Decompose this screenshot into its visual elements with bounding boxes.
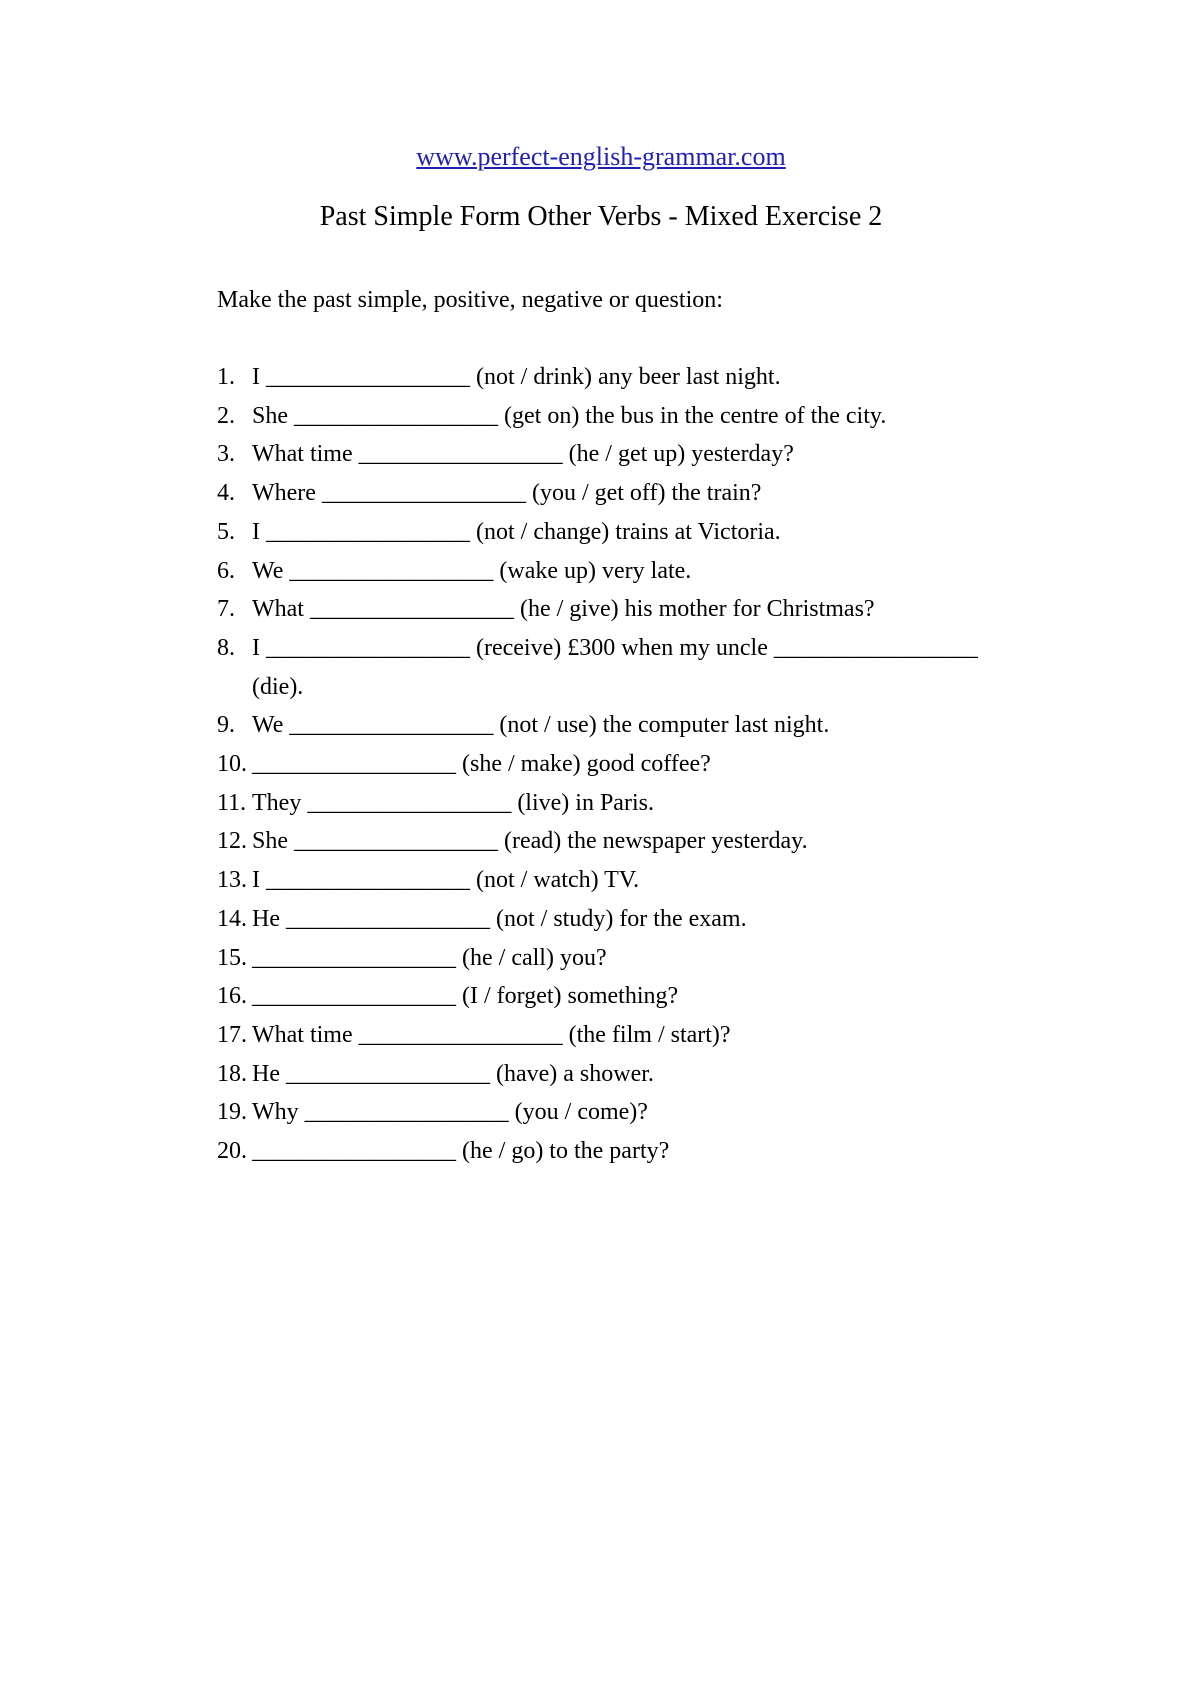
item-line: What time _________________ (he / get up) yesterday? <box>252 441 794 468</box>
item-text <box>252 900 985 939</box>
item-number: 3. <box>217 441 235 468</box>
item-line: I _________________ (not / drink) any beer last night. <box>252 364 781 390</box>
exercise-item <box>217 513 985 552</box>
exercise-item <box>217 745 985 784</box>
item-text <box>252 513 985 552</box>
item-number: 1. <box>217 364 235 390</box>
item-line: _________________ (she / make) good coffee? <box>252 751 711 778</box>
item-text <box>252 784 985 823</box>
item-text <box>252 706 985 745</box>
exercise-item <box>217 397 985 436</box>
item-number: 10. <box>217 751 247 778</box>
item-number: 8. <box>217 634 235 661</box>
item-number: 18. <box>217 1060 247 1087</box>
item-line: We _________________ (wake up) very late. <box>252 557 692 584</box>
item-line: I _________________ (not / change) trains at Victoria. <box>252 518 781 545</box>
exercise-item <box>217 1132 985 1171</box>
item-line: I _________________ (receive) £300 when my uncle _________________ <box>252 634 978 661</box>
exercise-item <box>217 822 985 861</box>
exercise-item <box>217 900 985 939</box>
item-number: 2. <box>217 402 235 429</box>
item-line: She _________________ (get on) the bus in the centre of the city. <box>252 402 887 429</box>
exercise-item <box>217 939 985 978</box>
item-number: 11. <box>217 789 247 816</box>
item-number: 6. <box>217 557 235 584</box>
item-number: 15. <box>217 944 247 971</box>
item-text <box>252 939 985 978</box>
item-line: He _________________ (not / study) for the exam. <box>252 905 747 932</box>
exercise-item <box>217 1093 985 1132</box>
item-line: (die). <box>252 673 304 700</box>
item-number: 4. <box>217 480 235 507</box>
exercise-item <box>217 474 985 513</box>
exercise-item <box>217 1055 985 1094</box>
item-text <box>252 1093 985 1132</box>
item-text <box>252 435 985 474</box>
item-text <box>252 474 985 513</box>
item-text <box>252 629 985 706</box>
header <box>217 142 985 176</box>
exercise-item <box>217 552 985 591</box>
item-text <box>252 552 985 591</box>
item-number: 9. <box>217 712 235 739</box>
item-text <box>252 358 985 397</box>
exercise-item <box>217 861 985 900</box>
exercise-item <box>217 358 985 397</box>
item-line: He _________________ (have) a shower. <box>252 1060 654 1087</box>
item-text <box>252 397 985 436</box>
item-number: 14. <box>217 905 247 932</box>
page-title: Past Simple Form Other Verbs - Mixed Exercise 2 <box>319 201 883 232</box>
site-link[interactable]: www.perfect-english-grammar.com <box>416 142 786 171</box>
exercise-list <box>217 358 985 1171</box>
item-text <box>252 1132 985 1171</box>
exercise-item <box>217 435 985 474</box>
item-line: She _________________ (read) the newspaper yesterday. <box>252 828 808 855</box>
item-line: What time _________________ (the film / start)? <box>252 1021 731 1048</box>
item-line: They _________________ (live) in Paris. <box>252 789 654 816</box>
exercise-item <box>217 590 985 629</box>
item-text <box>252 861 985 900</box>
item-number: 19. <box>217 1099 247 1126</box>
item-text <box>252 745 985 784</box>
item-number: 7. <box>217 596 235 623</box>
item-number: 16. <box>217 983 247 1010</box>
exercise-item <box>217 1016 985 1055</box>
instruction-text: Make the past simple, positive, negative or question: <box>217 287 723 313</box>
item-text <box>252 1055 985 1094</box>
item-number: 5. <box>217 518 235 545</box>
item-line: Where _________________ (you / get off) the train? <box>252 480 762 507</box>
item-line: We _________________ (not / use) the computer last night. <box>252 712 830 739</box>
item-number: 17. <box>217 1021 247 1048</box>
item-line: _________________ (he / call) you? <box>252 944 607 971</box>
exercise-item <box>217 977 985 1016</box>
item-text <box>252 977 985 1016</box>
item-number: 13. <box>217 867 247 894</box>
item-line: I _________________ (not / watch) TV. <box>252 867 640 894</box>
item-text <box>252 1016 985 1055</box>
exercise-item <box>217 784 985 823</box>
item-line: Why _________________ (you / come)? <box>252 1099 648 1126</box>
exercise-item <box>217 629 985 706</box>
item-line: _________________ (I / forget) something? <box>252 983 679 1010</box>
item-number: 12. <box>217 828 247 855</box>
item-line: _________________ (he / go) to the party? <box>252 1138 670 1165</box>
item-text <box>252 590 985 629</box>
item-text <box>252 822 985 861</box>
item-number: 20. <box>217 1138 247 1165</box>
item-line: What _________________ (he / give) his mother for Christmas? <box>252 596 875 623</box>
exercise-item <box>217 706 985 745</box>
